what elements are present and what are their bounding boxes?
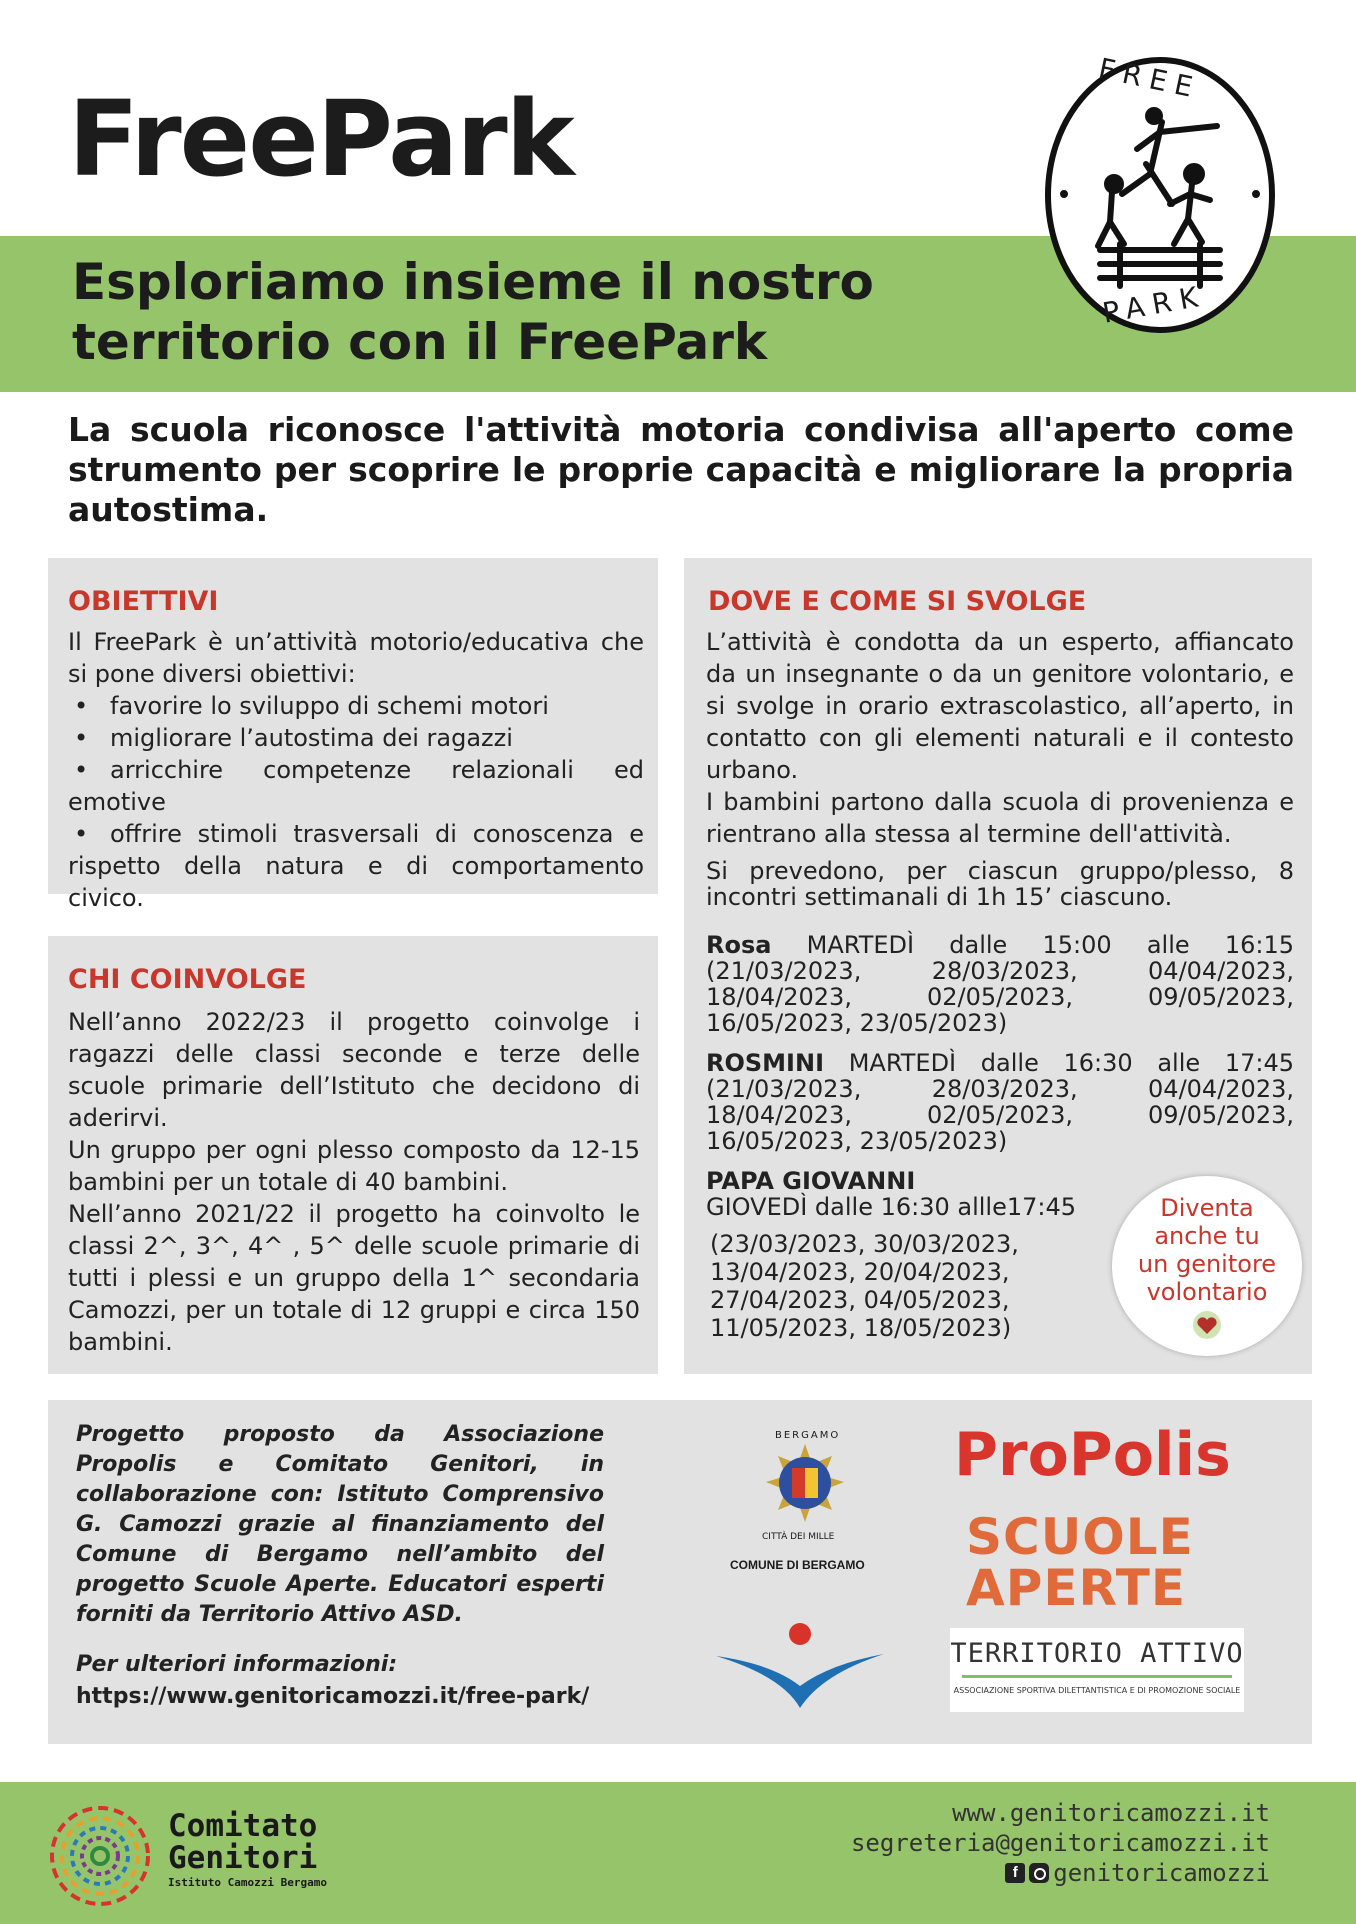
istituto-logo	[712, 1616, 888, 1716]
social-row[interactable]	[851, 1858, 1270, 1888]
org-line-1: Comitato	[168, 1808, 318, 1844]
org-line-2: Genitori	[168, 1840, 318, 1876]
obiettivi-list	[68, 690, 644, 914]
subtitle	[72, 252, 972, 372]
obiettivi-box	[48, 558, 658, 912]
schedule-dates-line: (23/03/2023, 30/03/2023,	[710, 1230, 1019, 1258]
comune-bergamo-logo	[720, 1424, 890, 1574]
chi-coinvolge-heading: CHI COINVOLGE	[68, 964, 307, 995]
list-item: • arricchire competenze relazionali ed emotive	[68, 754, 644, 818]
volunteer-badge	[1112, 1176, 1302, 1356]
page-title: FreePark	[68, 78, 573, 200]
list-item: • favorire lo sviluppo di schemi motori	[68, 690, 644, 722]
schedule-name: Rosa	[706, 931, 772, 959]
freepark-logo	[1042, 51, 1278, 336]
schedule-dates: (21/03/2023, 28/03/2023, 04/04/2023, 18/04/2023, 02/05/2023, 09/05/2023, 16/05/2023, 23/05/2023)	[706, 957, 1294, 1037]
chi-coinvolge-text	[68, 1006, 640, 1358]
badge-line-2: anche tu	[1154, 1222, 1260, 1250]
dove-paragraph-3: Si prevedono, per ciascun gruppo/plesso, 8 incontri settimanali di 1h 15’ ciascuno.	[706, 857, 1294, 911]
schedule-dates-line: 11/05/2023, 18/05/2023)	[710, 1314, 1012, 1342]
badge-line-4: volontario	[1146, 1278, 1268, 1306]
aperte-text: APERTE	[966, 1559, 1187, 1617]
instagram-icon[interactable]	[1029, 1863, 1049, 1883]
chi-coinvolge-box	[48, 936, 658, 1374]
bergamo-top-text: BERGAMO	[775, 1430, 841, 1441]
list-item: • migliorare l’autostima dei ragazzi	[68, 722, 644, 754]
schedule-rosa	[706, 932, 1294, 1036]
badge-line-3: un genitore	[1137, 1250, 1277, 1278]
schedule-dates: (21/03/2023, 28/03/2023, 04/04/2023, 18/04/2023, 02/05/2023, 09/05/2023, 16/05/2023, 23/05/2023)	[706, 1075, 1294, 1155]
territorio-text: TERRITORIO ATTIVO	[950, 1638, 1244, 1669]
schedule-dates-line: 13/04/2023, 20/04/2023,	[710, 1258, 1010, 1286]
obiettivi-intro: Il FreePark è un’attività motorio/educativa che si pone diversi obiettivi:	[68, 628, 644, 688]
scuole-aperte-logo	[966, 1508, 1230, 1622]
heart-icon	[1112, 1310, 1302, 1346]
schedule-dates-line: 27/04/2023, 04/05/2023,	[710, 1286, 1010, 1314]
schedule-rosmini	[706, 1050, 1294, 1154]
org-subtitle: Istituto Camozzi Bergamo	[168, 1876, 327, 1889]
footer-contacts	[851, 1798, 1270, 1888]
territorio-divider	[962, 1675, 1232, 1678]
bergamo-name: COMUNE DI BERGAMO	[730, 1558, 865, 1572]
territorio-subtitle: ASSOCIAZIONE SPORTIVA DILETTANTISTICA E DI PROMOZIONE SOCIALE	[953, 1686, 1241, 1695]
chi-paragraph-1: Nell’anno 2022/23 il progetto coinvolge i ragazzi delle classi seconde e terze delle scuole primarie dell’Istituto che decidono di aderirvi.	[68, 1008, 640, 1132]
email-link[interactable]: segreteria@genitoricamozzi.it	[850, 1829, 1270, 1857]
dove-paragraph-1: L’attività è condotta da un esperto, affiancato da un insegnante o da un genitore volontario, e si svolge in orario extrascolastico, all’aperto, in contatto con gli elementi naturali e il contesto urbano.	[706, 628, 1294, 784]
comitato-genitori-name	[168, 1810, 317, 1874]
schedule-time: MARTEDÌ dalle 16:30 alle 17:45	[848, 1049, 1294, 1077]
bergamo-motto: CITTÀ DEI MILLE	[762, 1532, 835, 1542]
propolis-logo: ProPolis	[954, 1420, 1231, 1490]
subtitle-line-1: Esploriamo insieme il nostro	[72, 253, 874, 311]
scuole-text: SCUOLE	[966, 1508, 1194, 1566]
list-item: • offrire stimoli trasversali di conoscenza e rispetto della natura e di comportamento civico.	[68, 818, 644, 914]
logo-top-text: FREE	[1095, 51, 1204, 106]
website-link[interactable]: www.genitoricamozzi.it	[952, 1799, 1270, 1827]
schedule-time: GIOVEDÌ dalle 16:30 allle17:45	[706, 1193, 1077, 1221]
info-label: Per ulteriori informazioni:	[76, 1652, 398, 1677]
intro-statement: La scuola riconosce l'attività motoria condivisa all'aperto come strumento per scoprire le proprie capacità e migliorare la propria autostima.	[68, 410, 1294, 529]
schedule-name: ROSMINI	[706, 1049, 824, 1077]
schedule-name: PAPA GIOVANNI	[706, 1167, 916, 1195]
facebook-icon[interactable]: f	[1005, 1863, 1025, 1883]
social-handle: genitoricamozzi	[1053, 1859, 1270, 1887]
schedule-time: MARTEDÌ dalle 15:00 alle 16:15	[806, 931, 1294, 959]
dove-heading: DOVE E COME SI SVOLGE	[708, 586, 1087, 617]
credits-text: Progetto proposto da Associazione Propolis e Comitato Genitori, in collaborazione con: Istituto Comprensivo G. Camozzi grazie al finanziamento del Comune di Bergamo nell’ambito del progetto Scuole Aperte. Educatori esperti forniti da Territorio Attivo ASD.	[76, 1422, 604, 1627]
badge-line-1: Diventa	[1160, 1194, 1254, 1222]
logo-bottom-text: PARK	[1099, 279, 1209, 330]
info-link[interactable]: https://www.genitoricamozzi.it/free-park/	[76, 1684, 590, 1709]
obiettivi-heading: OBIETTIVI	[68, 586, 219, 617]
comitato-genitori-logo	[46, 1802, 154, 1910]
chi-paragraph-3: Nell’anno 2021/22 il progetto ha coinvolto le classi 2^, 3^, 4^ , 5^ delle scuole primarie di tutti i plessi e un gruppo della 1^ secondaria Camozzi, per un totale di 12 gruppi e circa 150 bambini.	[68, 1200, 640, 1356]
subtitle-line-2: territorio con il FreePark	[72, 313, 768, 371]
obiettivi-text	[68, 626, 644, 914]
dove-paragraph-2: I bambini partono dalla scuola di provenienza e rientrano alla stessa al termine dell'attività.	[706, 788, 1294, 848]
chi-paragraph-2: Un gruppo per ogni plesso composto da 12-15 bambini per un totale di 40 bambini.	[68, 1136, 640, 1196]
territorio-attivo-logo	[950, 1628, 1244, 1712]
